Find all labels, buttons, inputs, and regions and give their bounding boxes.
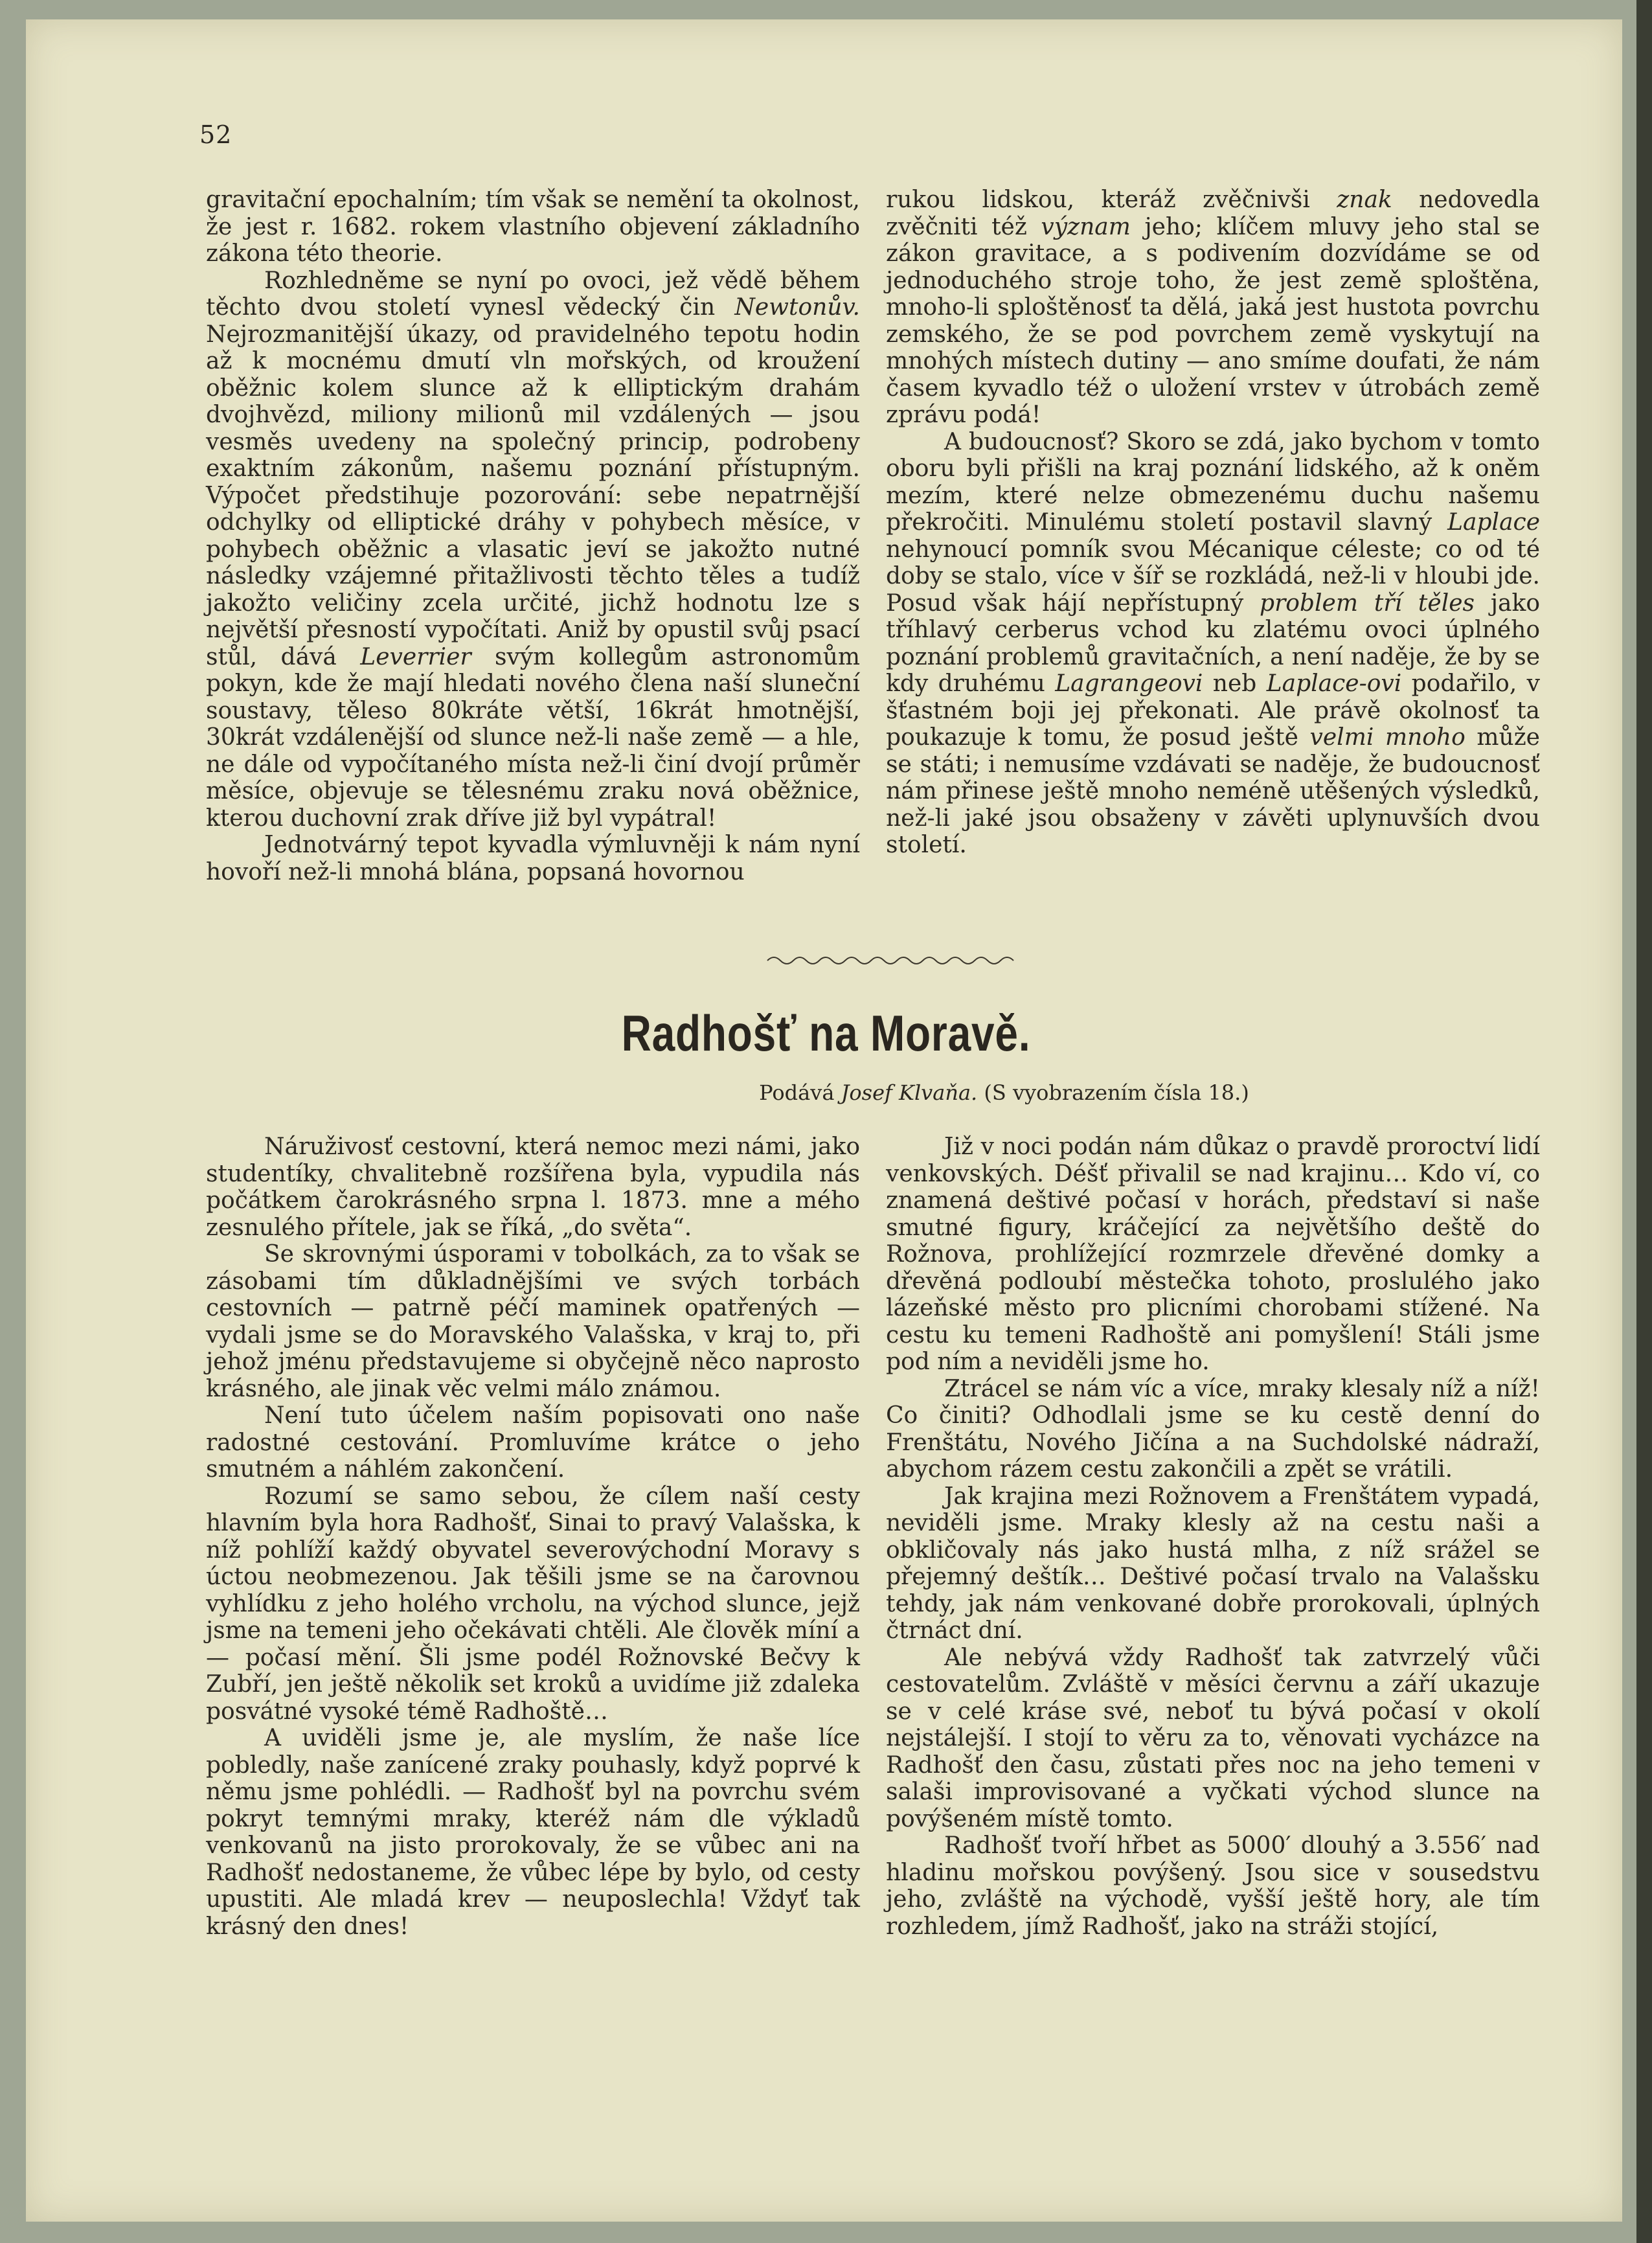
text-run: Rozumí se samo sebou, že cílem naší cesty hlavním byla hora Radhošť, Sinai to pravý Valašska, k níž pohlíží každý obyvatel severovýchodní Moravy s úctou neobmezenou. Jak těšili jsme se na čarovnou vyhlídku z jeho holého vrcholu, na východ slunce, jejž jsme na temeni jeho očekávati chtěli. Ale člověk míní a — počasí mění. Šli jsme podél Rožnovské Bečvy k Zubří, jen ještě několik set kroků a uvidíme již zdaleka posvátné vysoké témě Radhoště… — [206, 1483, 860, 1725]
text-run: Jak krajina mezi Rožnovem a Frenštátem vypadá, neviděli jsme. Mraky klesly až na cestu naši a obkličovaly nás jako hustá mlha, z níž srážel se přejemný deštík… Deštivé počasí trvalo na Valašsku tehdy, jak nám venkované dobře prorokovali, úplných čtrnáct dní. — [886, 1483, 1540, 1644]
paragraph — [206, 1725, 860, 1940]
paragraph — [886, 1133, 1540, 1376]
text-run: rukou lidskou, kteráž zvěčnivši — [886, 187, 1337, 213]
top-right-column — [886, 187, 1540, 859]
text-run: jeho; klíčem mluvy jeho stal se zákon gravitace, a s podivením dozvídáme se od jednoduchého stroje toho, že jest země sploštěna, mnoho-li sploštěnosť ta dělá, jaká jest hustota povrchu zemského, že se pod povrchem země vyskytují na mnohých místech dutiny — ano smíme doufati, že nám časem kyvadlo též o uložení vrstev v útrobách země zprávu podá! — [886, 213, 1540, 428]
text-run: Náruživosť cestovní, která nemoc mezi námi, jako studentíky, chvalitebně rozšířena byla, vypudila nás počátkem čarokrásného srpna l. 1873. mne a mého zesnulého přítele, jak se říká, „do světa“. — [206, 1133, 860, 1241]
byline-prefix: Podává — [759, 1080, 841, 1105]
paragraph — [206, 187, 860, 268]
paragraph — [206, 268, 860, 832]
text-run: nehynoucí pomník svou Mécanique céleste; co od té doby se stalo, více v šíř se rozkládá, než-li v hloubi jde. Posud však hájí nepřístupný — [886, 536, 1540, 617]
paragraph — [206, 832, 860, 885]
text-run: Se skrovnými úsporami v tobolkách, za to však se zásobami tím důkladnějšími ve svých torbách cestovních — patrně péčí maminek opatřených — vydali jsme se do Moravského Valašska, v kraj to, při jehož jménu představujeme si obyčejně něco naprosto krásného, ale jinak věc velmi málo známou. — [206, 1241, 860, 1402]
page-number: 52 — [199, 120, 232, 149]
scan-edge — [1636, 0, 1652, 2243]
italic-run: význam — [1041, 213, 1131, 240]
byline-suffix: (S vyobrazením čísla 18.) — [977, 1080, 1249, 1105]
italic-run: znak — [1337, 187, 1392, 213]
byline-author: Josef Klvaňa. — [841, 1080, 978, 1105]
paragraph — [886, 1376, 1540, 1483]
text-run: Není tuto účelem naším popisovati ono naše radostné cestování. Promluvíme krátce o jeho smutném a náhlém zakončení. — [206, 1402, 860, 1483]
text-run: Jednotvárný tepot kyvadla výmluvněji k nám nyní hovoří než-li mnohá blána, popsaná hovornou — [206, 832, 860, 885]
top-left-column — [206, 187, 860, 885]
text-run: Ztrácel se nám víc a více, mraky klesaly níž a níž! Co činiti? Odhodlali jsme se ku cestě denní do Frenštátu, Nového Jičína a na Suchdolské nádraží, abychom rázem cestu zakončili a zpět se vrátili. — [886, 1375, 1540, 1483]
paragraph — [206, 1133, 860, 1241]
article-byline — [0, 1080, 1652, 1105]
text-run: gravitační epochalním; tím však se nemění ta okolnost, že jest r. 1682. rokem vlastního objevení základního zákona této theorie. — [206, 187, 860, 267]
text-run: Ale nebývá vždy Radhošť tak zatvrzelý vůči cestovatelům. Zvláště v měsíci červnu a září ukazuje se v celé kráse své, neboť tu bývá počasí v okolí nejstálejší. I stojí to věru za to, věnovati vycházce na Radhošť den času, zůstati přes noc na jeho temeni v salaši improvisované a vyčkati východ slunce na povýšeném místě tomto. — [886, 1644, 1540, 1832]
italic-run: Lagrangeovi — [1055, 670, 1203, 697]
italic-run: problem tří těles — [1260, 589, 1475, 617]
text-run: neb — [1203, 670, 1267, 697]
text-run: Nejrozmanitější úkazy, od pravidelného tepotu hodin až k mocnému dmutí vln mořských, od kroužení oběžnic kolem slunce až k elliptickým drahám dvojhvězd, miliony milionů mil vzdálených — jsou vesměs uvedeny na společný princip, podrobeny exaktním zákonům, našemu poznání přístupným. Výpočet předstihuje pozorování: sebe nepatrnější odchylky od elliptické dráhy v pohybech měsíce, v pohybech oběžnic a vlasatic jeví se jakožto nutné následky vzájemné přitažlivosti těchto těles a tudíž jakožto veličiny zcela určité, jichž hodnotu lze s největší přesností vypočítati. Aniž by opustil svůj psací stůl, dává — [206, 321, 860, 670]
paragraph — [886, 1483, 1540, 1645]
italic-run: Laplace — [1447, 509, 1540, 536]
text-run: nedovedla zvěčniti též — [886, 187, 1540, 240]
text-run: jako tříhlavý cerberus vchod ku zlatému ovoci úplného poznání problemů gravitačních, a není naděje, že by se kdy druhému — [886, 589, 1540, 697]
article-title: Radhošť na Moravě. — [621, 1005, 1031, 1062]
paragraph — [206, 1241, 860, 1402]
text-run: podařilo, v šťastném boji jej překonati. Ale právě okolnosť ta poukazuje k tomu, že posud ještě — [886, 670, 1540, 751]
italic-run: Leverrier — [360, 643, 471, 670]
paragraph — [206, 1402, 860, 1483]
paragraph — [886, 429, 1540, 859]
text-run: A budoucnosť? Skoro se zdá, jako bychom v tomto oboru byli přišli na kraj poznání lidského, až k oněm mezím, které nelze obmezenému duchu našemu překročiti. Minulému století postavil slavný — [886, 428, 1540, 536]
paragraph — [886, 1645, 1540, 1833]
paragraph — [886, 1832, 1540, 1940]
text-run: Již v noci podán nám důkaz o pravdě proroctví lidí venkovských. Déšť přivalil se nad krajinu… Kdo ví, co znamená deštivé počasí v horách, představí si naše smutné figury, kráčející za největšího deště do Rožnova, prohlížející rozmrzele dřevěné domky a dřevěná podloubí městečka tohoto, proslulého jako lázeňské město pro plicními chorobami stížené. Na cestu ku temeni Radhoště ani pomyšlení! Stáli jsme pod ním a neviděli jsme ho. — [886, 1133, 1540, 1375]
paragraph — [886, 187, 1540, 429]
text-run: může se státi; i nemusíme vzdávati se naděje, že budoucnosť nám přinese ještě mnoho neméně utěšených výsledků, než-li jaké jsou obsaženy v závěti uplynuvších dvou století. — [886, 724, 1540, 858]
text-run: Radhošť tvoří hřbet as 5000′ dlouhý a 3.556′ nad hladinu mořskou povýšený. Jsou sice v sousedstvu jeho, zvláště na východě, vyšší ještě hory, ale tím rozhledem, jímž Radhošť, jako na stráži stojící, — [886, 1832, 1540, 1940]
paragraph — [206, 1483, 860, 1725]
ornamental-divider — [764, 951, 1017, 970]
text-run: A uviděli jsme je, ale myslím, že naše líce pobledly, naše zanícené zraky pouhasly, když poprvé k němu jsme pohlédli. — Radhošť byl na povrchu svém pokryt temnými mraky, kteréž nám dle výkladů venkovanů na jisto prorokovaly, že se vůbec ani na Radhošť nedostaneme, že vůbec lépe by bylo, od cesty upustiti. Ale mladá krev — neuposlechla! Vždyť tak krásný den dnes! — [206, 1725, 860, 1940]
italic-run: velmi mnoho — [1309, 724, 1465, 751]
text-run: svým kollegům astronomům pokyn, kde že mají hledati nového člena naší sluneční soustavy, těleso 80kráte větší, 16krát hmotnější, 30krát vzdálenější od slunce než-li naše země — a hle, ne dále od vypočítaného místa než-li činí dvojí průměr měsíce, objevuje se tělesnému zraku nová oběžnice, kterou duchovní zrak dříve již byl vypátral! — [206, 643, 860, 832]
article-left-column — [206, 1133, 860, 1940]
italic-run: Laplace-ovi — [1266, 670, 1402, 697]
text-run: Rozhledněme se nyní po ovoci, jež vědě během těchto dvou století vynesl vědecký čin — [206, 267, 860, 321]
italic-run: Newtonův. — [734, 294, 860, 321]
article-right-column — [886, 1133, 1540, 1940]
